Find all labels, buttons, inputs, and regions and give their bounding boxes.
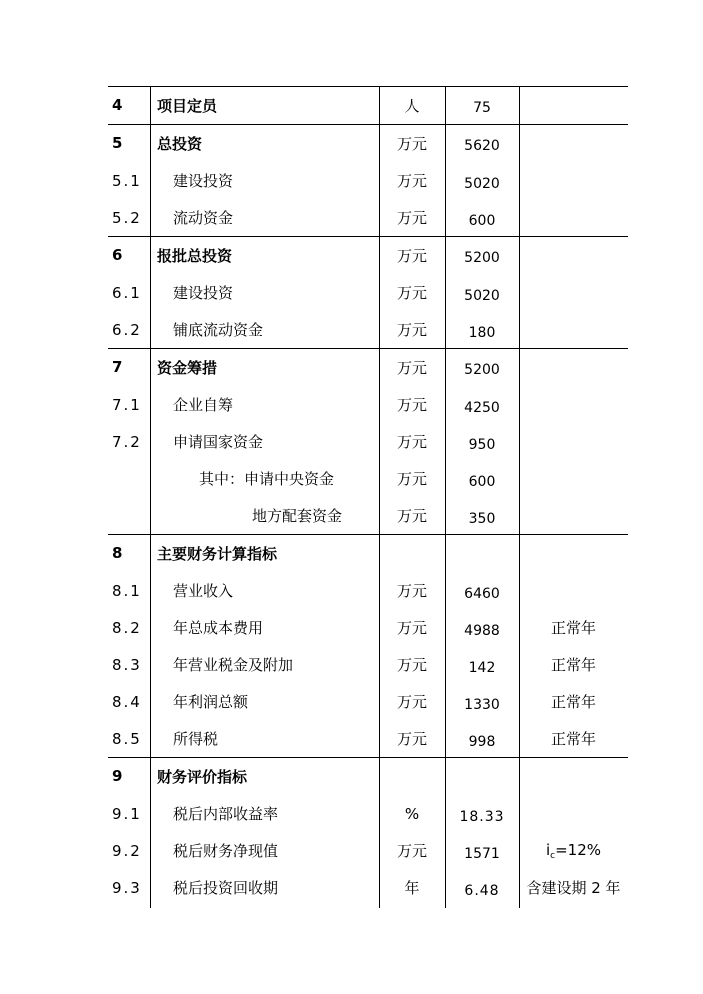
note-cell [519,348,628,386]
value-cell: 5200 [464,250,500,266]
row-number: 4 [112,96,123,114]
value-cell: 180 [468,324,496,341]
note-cell [519,795,628,832]
item-name: 营业收入 [173,582,234,600]
table-row [108,609,628,646]
table-row [108,348,628,386]
row-number: 8.2 [112,618,142,637]
value-cell: 350 [468,510,496,527]
item-name: 总投资 [157,134,203,153]
table-row [108,572,628,609]
item-name: 报批总投资 [157,246,233,265]
item-name: 年利润总额 [173,693,249,711]
note-cell: 正常年 [550,693,596,711]
table-row [108,720,628,757]
note-cell: 正常年 [550,730,596,748]
financial-indicators-table [108,86,628,906]
note-cell [519,199,628,236]
unit-cell: 万元 [396,582,427,600]
row-number: 7.1 [112,395,142,414]
unit-cell: 万元 [396,134,427,153]
item-name: 税后投资回收期 [173,879,279,897]
note-cell [519,423,628,460]
unit-cell: 万元 [396,656,427,674]
item-name: 申请国家资金 [173,433,264,451]
table-row [108,534,628,572]
row-number: 5 [112,134,123,152]
value-cell: 5020 [464,287,500,304]
table-rule [108,124,628,125]
value-cell: 1571 [464,845,500,862]
table-row [108,795,628,832]
unit-cell: 万元 [396,842,427,860]
value-cell: 1330 [464,696,500,713]
table-row [108,757,628,795]
table-row [108,162,628,199]
column-rule [150,86,151,908]
table-row [108,832,628,869]
row-number: 8.5 [112,729,142,748]
item-name: 主要财务计算指标 [157,544,278,563]
note-cell [519,572,628,609]
unit-cell: 万元 [396,619,427,637]
table-row [108,683,628,720]
unit-cell: 万元 [396,246,427,265]
unit-cell: 万元 [396,507,427,525]
row-number [108,497,152,534]
item-name: 税后财务净现值 [173,842,279,860]
item-name: 建设投资 [173,172,234,190]
column-rule [379,86,380,908]
note-cell [519,236,628,274]
note-cell [519,311,628,348]
unit-cell: 万元 [396,284,427,302]
note-cell: 正常年 [550,619,596,637]
unit-cell: 万元 [396,433,427,451]
table-row [108,423,628,460]
note-cell [519,497,628,534]
note-formula: $i_c=12\%$ [545,840,602,861]
table-row [108,311,628,348]
value-cell [445,757,519,795]
table-rule [108,86,628,87]
unit-cell: 万元 [396,209,427,227]
item-name: 建设投资 [173,284,234,302]
column-rule [519,86,520,908]
item-name: 项目定员 [157,96,218,115]
row-number: 7.2 [112,432,142,451]
table-row [108,124,628,162]
note-cell [519,162,628,199]
item-name: 年总成本费用 [173,619,264,637]
table-row [108,646,628,683]
unit-cell: % [404,804,420,823]
unit-cell: 万元 [396,321,427,339]
item-name: 流动资金 [173,209,234,227]
note-cell [519,534,628,572]
row-number: 5.2 [112,208,142,227]
unit-cell: 万元 [396,396,427,414]
unit-cell: 万元 [396,470,427,488]
row-number: 6.1 [112,283,142,302]
table-row [108,86,628,124]
table-rule [108,757,628,758]
row-number: 9.3 [112,878,142,897]
note-cell: 含建设期 2 年 [526,879,621,897]
item-name: 其中：申请中央资金 [199,470,335,488]
item-name: 年营业税金及附加 [173,656,294,674]
row-number: 8.3 [112,655,142,674]
item-name: 财务评价指标 [157,767,248,786]
item-name: 铺底流动资金 [173,321,264,339]
note-cell [519,460,628,497]
table-rule [108,236,628,237]
table-row [108,386,628,423]
value-cell: 950 [468,436,496,453]
value-cell: 6.48 [464,882,500,899]
table-row [108,236,628,274]
unit-cell [379,534,445,572]
unit-cell: 万元 [396,693,427,711]
unit-cell: 万元 [396,358,427,377]
unit-cell: 万元 [396,730,427,748]
table-row [108,199,628,236]
unit-cell: 人 [404,96,420,115]
column-rule [445,86,446,908]
value-cell: 600 [468,212,496,229]
value-cell: 4988 [464,622,500,639]
value-cell: 5200 [464,362,500,378]
table-row [108,869,628,906]
value-cell: 998 [468,733,496,750]
row-number: 6 [112,246,123,264]
note-cell [519,832,628,869]
row-number: 9.2 [112,841,142,860]
note-cell [519,124,628,162]
item-name: 税后内部收益率 [173,805,279,823]
table-rule [108,348,628,349]
value-cell: 75 [473,100,491,116]
unit-cell [379,757,445,795]
row-number: 9.1 [112,804,142,823]
value-cell: 18.33 [459,808,505,825]
value-cell: 5020 [464,175,500,192]
note-cell: 正常年 [550,656,596,674]
row-number: 8.1 [112,581,142,600]
table-row [108,497,628,534]
row-number: 5.1 [112,171,142,190]
table-row [108,460,628,497]
row-number: 8.4 [112,692,142,711]
item-name: 地方配套资金 [252,507,343,525]
value-cell [445,534,519,572]
note-cell [519,386,628,423]
row-number [108,460,152,497]
unit-cell: 万元 [396,172,427,190]
value-cell: 6460 [464,585,500,602]
table-row [108,274,628,311]
value-cell: 142 [468,659,496,676]
note-cell [519,274,628,311]
value-cell: 600 [468,473,496,490]
row-number: 9 [112,767,123,785]
row-number: 6.2 [112,320,142,339]
note-cell [519,757,628,795]
unit-cell: 年 [404,879,420,897]
value-cell: 4250 [464,399,500,416]
item-name: 所得税 [173,730,219,748]
item-name: 企业自筹 [173,396,234,414]
table-rule [108,534,628,535]
item-name: 资金筹措 [157,358,218,377]
value-cell: 5620 [464,138,500,154]
row-number: 8 [112,544,123,562]
row-number: 7 [112,358,123,376]
note-cell [519,86,628,124]
